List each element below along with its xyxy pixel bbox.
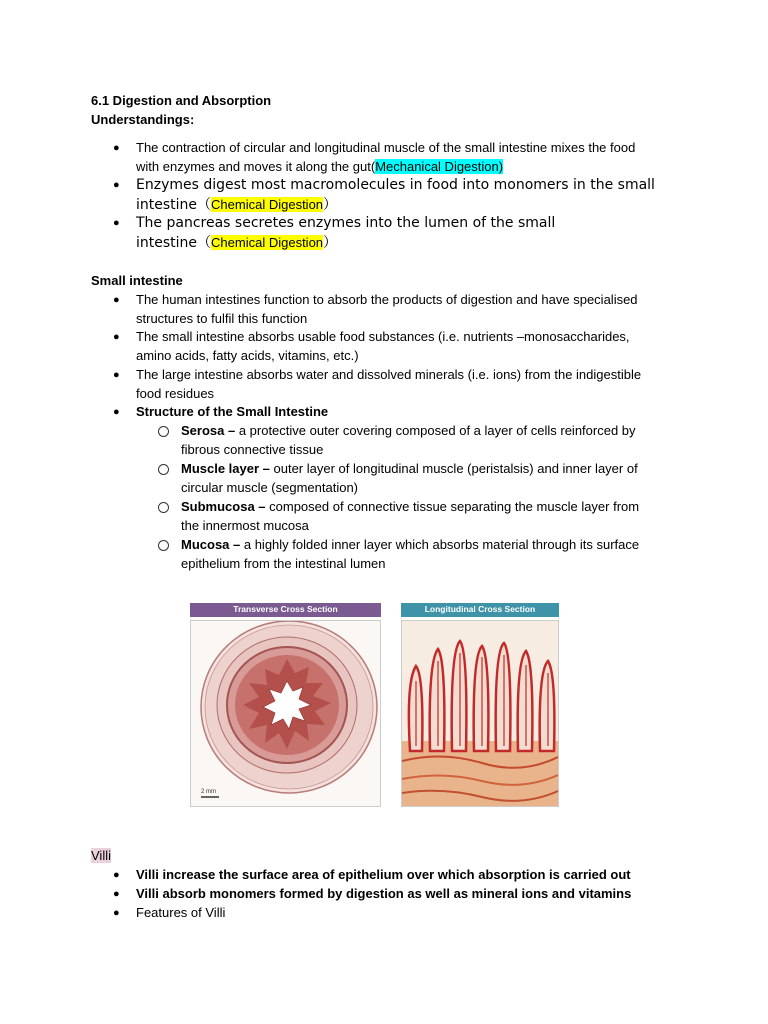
layer-submucosa: Submucosa – composed of connective tissue separating the muscle layer from the innermost mucosa [181,499,640,533]
chemical-digestion-highlight: Chemical Digestion [211,197,324,212]
circle-bullet-icon [158,502,169,513]
small-intestine-bullet-2: The small intestine absorbs usable food substances (i.e. nutrients –monosaccharides, amino acids, fatty acids, vitamins, etc.) [136,329,630,363]
bullet-icon: ● [113,406,120,418]
bullet-icon: ● [113,294,120,306]
understanding-3: The pancreas secretes enzymes into the lumen of the small intestine（Chemical Digestion） [136,215,556,251]
page-title: 6.1 Digestion and Absorption [91,93,272,108]
layer-muscle: Muscle layer – outer layer of longitudinal muscle (peristalsis) and inner layer of circular muscle (segmentation) [181,461,638,495]
scale-bar-label: 2 mm [201,789,216,795]
layer-mucosa: Mucosa – a highly folded inner layer which absorbs material through its surface epithelium from the intestinal lumen [181,537,640,571]
small-intestine-bullet-1: The human intestines function to absorb the products of digestion and have specialised structures to fulfil this function [136,292,638,326]
understandings-heading: Understandings: [91,112,195,127]
section-heading-small-intestine: Small intestine [91,273,183,288]
transverse-section-figure [190,603,381,807]
bullet-icon: ● [113,907,120,919]
transverse-section-header: Transverse Cross Section [190,603,381,617]
circle-bullet-icon [158,540,169,551]
section-heading-villi: Villi [91,848,111,863]
bullet-icon: ● [113,369,120,381]
bullet-icon: ● [113,869,120,881]
longitudinal-section-header: Longitudinal Cross Section [401,603,559,617]
bullet-icon: ● [113,888,120,900]
bullet-icon: ● [113,331,120,343]
understanding-2: Enzymes digest most macromolecules in food into monomers in the small intestine（Chemical Digestion） [136,177,655,213]
understanding-1: The contraction of circular and longitudinal muscle of the small intestine mixes the food with enzymes and moves it along the gut(Mechanical Digestion) [136,140,636,174]
bullet-icon: ● [113,179,120,191]
villi-bullet-1: Villi increase the surface area of epithelium over which absorption is carried out [136,867,631,882]
longitudinal-section-figure [401,603,559,807]
transverse-section-micrograph [191,621,380,806]
mechanical-digestion-highlight: Mechanical Digestion) [375,158,504,174]
circle-bullet-icon [158,426,169,437]
layer-serosa: Serosa – a protective outer covering composed of a layer of cells reinforced by fibrous connective tissue [181,423,636,457]
circle-bullet-icon [158,464,169,475]
chemical-digestion-highlight: Chemical Digestion [211,235,324,250]
small-intestine-bullet-3: The large intestine absorbs water and dissolved minerals (i.e. ions) from the indigestible food residues [136,367,642,401]
villi-bullet-3: Features of Villi [136,905,226,920]
bullet-icon: ● [113,142,120,154]
villi-bullet-2: Villi absorb monomers formed by digestion as well as mineral ions and vitamins [136,886,632,901]
structure-heading: Structure of the Small Intestine [136,404,329,419]
longitudinal-section-micrograph [402,621,558,806]
bullet-icon: ● [113,217,120,229]
